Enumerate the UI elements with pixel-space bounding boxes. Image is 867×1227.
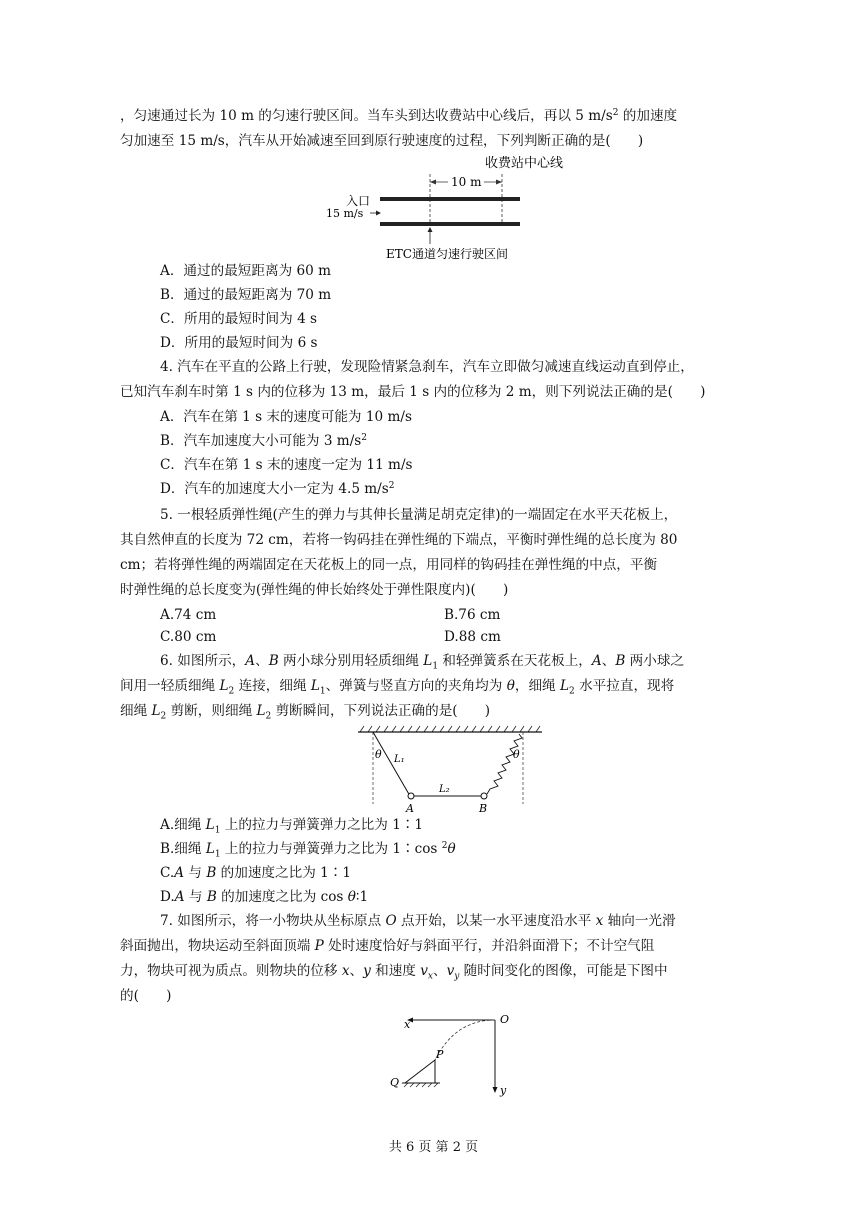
t: 上的拉力与弹簧弹力之比为 1∶1 (220, 817, 424, 833)
t: L (423, 653, 433, 669)
theta-left: θ (375, 748, 382, 761)
t: 随时间变化的图像，可能是下图中 (459, 963, 668, 979)
t: y (363, 963, 371, 979)
t: L (310, 678, 320, 694)
q7-line-4: 的( ) (120, 988, 172, 1004)
label-b: B (479, 802, 488, 814)
label-y: y (500, 1084, 507, 1097)
t: θ (447, 841, 456, 857)
q3-option-a: A．通过的最短距离为 60 m (160, 263, 331, 279)
q5-line-1: 5. 一根轻质弹性绳(产生的弹力与其伸长量满足胡克定律)的一端固定在水平天花板上， (160, 507, 678, 523)
t: 、 (255, 653, 269, 669)
t: 间用一轻质细绳 (120, 678, 220, 694)
t: 两小球之 (625, 653, 685, 669)
q5-option-c: C.80 cm (160, 629, 217, 645)
q4-option-d-text: D．汽车的加速度大小一定为 4.5 m/s (160, 481, 389, 497)
t: 2 (569, 686, 575, 697)
t: 2 (441, 841, 448, 851)
label-p: P (436, 1048, 444, 1061)
t: 两小球分别用轻质细绳 (278, 653, 424, 669)
q6-line-2 (120, 677, 674, 701)
q4-option-d-sup: 2 (388, 481, 395, 491)
q5-line-4: 时弹性绳的总长度变为(弹性绳的伸长始终处于弹性限度内)( ) (120, 582, 509, 598)
t: 剪断瞬间，下列说法正确的是( ) (271, 703, 491, 719)
t: A (174, 889, 185, 905)
t: L (559, 678, 570, 694)
t: L (205, 817, 215, 833)
t: y (454, 971, 460, 982)
q6-line-1 (160, 652, 684, 676)
label-x: x (404, 1018, 411, 1031)
q4-line-2: 已知汽车刹车时第 1 s 内的位移为 13 m，最后 1 s 内的位移为 2 m，则下列说法正确的是( ) (120, 384, 706, 400)
label-l2: L₂ (439, 784, 450, 795)
q5-line-3: cm；若将弹性绳的两端固定在天花板上的同一点，用同样的钩码挂在弹性绳的中点，平衡 (120, 557, 658, 573)
q4-option-b-sup: 2 (361, 433, 367, 443)
t: 1 (214, 825, 221, 836)
q4-line-1: 4. 汽车在平直的公路上行驶，发现险情紧急刹车，汽车立即做匀减速直线运动直到停止， (160, 359, 694, 375)
t: 与 (184, 889, 207, 905)
t: 2 (160, 711, 167, 722)
t: 和速度 (370, 963, 421, 979)
t: A (591, 653, 602, 669)
t: L (151, 703, 161, 719)
t: 轴向一光滑 (603, 913, 676, 929)
q6-option-d (160, 888, 368, 906)
page-footer: 共 6 页 第 2 页 (388, 1140, 479, 1155)
t: 上的拉力与弹簧弹力之比为 1∶cos (220, 841, 442, 857)
t: L (219, 678, 229, 694)
q7-line-1 (160, 912, 676, 930)
t: θ (347, 889, 356, 905)
t: P (314, 938, 324, 954)
t: 处时速度恰好与斜面平行，并沿斜面滑下；不计空气阻 (323, 938, 655, 954)
q3-option-c: C．所用的最短时间为 4 s (160, 311, 318, 327)
q4-option-d (160, 480, 394, 498)
t: B (206, 889, 217, 905)
intro-text-1-end: 的加速度 (618, 108, 678, 124)
t: v (420, 963, 428, 979)
t: 、 (432, 963, 447, 979)
t: x (595, 913, 604, 929)
t: 1 (214, 849, 221, 860)
q5-option-d: D.88 cm (444, 629, 501, 645)
t: 7. 如图所示，将一小物块从坐标原点 (160, 913, 386, 929)
intro-sup: 2 (612, 108, 619, 118)
q6-spring-figure (350, 724, 550, 814)
t: 、弹簧与竖直方向的夹角均为 (325, 678, 507, 694)
t: A.细绳 (160, 817, 206, 833)
t: 1 (319, 686, 326, 697)
t: A (245, 653, 256, 669)
t: D. (160, 889, 175, 905)
t: v (446, 963, 455, 979)
t: A (174, 865, 185, 881)
entry-label: 入口 (346, 194, 371, 208)
q5-option-b: B.76 cm (444, 607, 501, 623)
q3-option-b: B．通过的最短距离为 70 m (160, 287, 332, 303)
t: 、 (349, 963, 364, 979)
label-a: A (406, 802, 414, 814)
label-q: Q (390, 1076, 400, 1089)
q4-option-c: C．汽车在第 1 s 末的速度一定为 11 m/s (160, 457, 413, 473)
t: 、 (601, 653, 616, 669)
q6-option-c (160, 864, 351, 882)
t: B (206, 865, 217, 881)
t: B (268, 653, 279, 669)
q3-option-d: D．所用的最短时间为 6 s (160, 335, 318, 351)
t: B (615, 653, 626, 669)
center-line-label: 收费站中心线 (485, 156, 564, 171)
t: 点开始，以某一水平速度沿水平 (396, 913, 596, 929)
q7-line-2 (120, 937, 654, 955)
q6-option-a (160, 816, 423, 840)
t: θ (506, 678, 515, 694)
t: ∶1 (355, 889, 369, 905)
q5-line-2: 其自然伸直的长度为 72 cm，若将一钩码挂在弹性绳的下端点，平衡时弹性绳的总长度为 80 (120, 532, 678, 548)
t: 6. 如图所示， (160, 653, 246, 669)
t: 与 (184, 865, 207, 881)
t: B.细绳 (160, 841, 206, 857)
length-label: 10 m (451, 175, 482, 189)
label-l1: L₁ (394, 754, 405, 765)
t: 2 (228, 686, 235, 697)
q4-option-b (160, 432, 367, 450)
t: C. (160, 865, 175, 881)
q4-option-a: A．汽车在第 1 s 末的速度可能为 10 m/s (160, 409, 412, 425)
intro-text-1: ，匀速通过长为 10 m 的匀速行驶区间。当车头到达收费站中心线后，再以 5 m/s (120, 108, 613, 124)
t: L (205, 841, 215, 857)
speed-label: 15 m/s (326, 207, 364, 220)
etc-lane-figure (320, 152, 580, 260)
q6-line-3 (120, 702, 490, 726)
q5-option-a: A.74 cm (160, 607, 217, 623)
intro-line-2: 匀加速至 15 m/s，汽车从开始减速至回到原行驶速度的过程，下列判断正确的是( ) (120, 133, 644, 149)
t: 的加速度之比为 cos (216, 889, 348, 905)
t: x (427, 971, 433, 982)
t: 连接，细绳 (234, 678, 311, 694)
etc-bottom-label: ETC通道匀速行驶区间 (386, 247, 508, 260)
intro-line-1 (120, 107, 677, 125)
t: 1 (432, 661, 439, 672)
t: 的加速度之比为 1∶1 (216, 865, 352, 881)
q7-projectile-figure (380, 1008, 520, 1098)
t: L (256, 703, 266, 719)
theta-right: θ (513, 748, 520, 761)
t: O (385, 913, 397, 929)
q4-option-b-text: B．汽车加速度大小可能为 3 m/s (160, 433, 362, 449)
t: x (341, 963, 350, 979)
t: 斜面抛出，物块运动至斜面顶端 (120, 938, 315, 954)
q7-line-3 (120, 962, 668, 986)
label-o: O (500, 1013, 510, 1026)
t: 2 (265, 711, 272, 722)
t: 细绳 (120, 703, 152, 719)
t: 力，物块可视为质点。则物块的位移 (120, 963, 342, 979)
t: 和轻弹簧系在天花板上， (438, 653, 592, 669)
t: 水平拉直，现将 (574, 678, 675, 694)
t: 剪断，则细绳 (166, 703, 257, 719)
q6-option-b (160, 840, 456, 864)
t: ，细绳 (514, 678, 560, 694)
